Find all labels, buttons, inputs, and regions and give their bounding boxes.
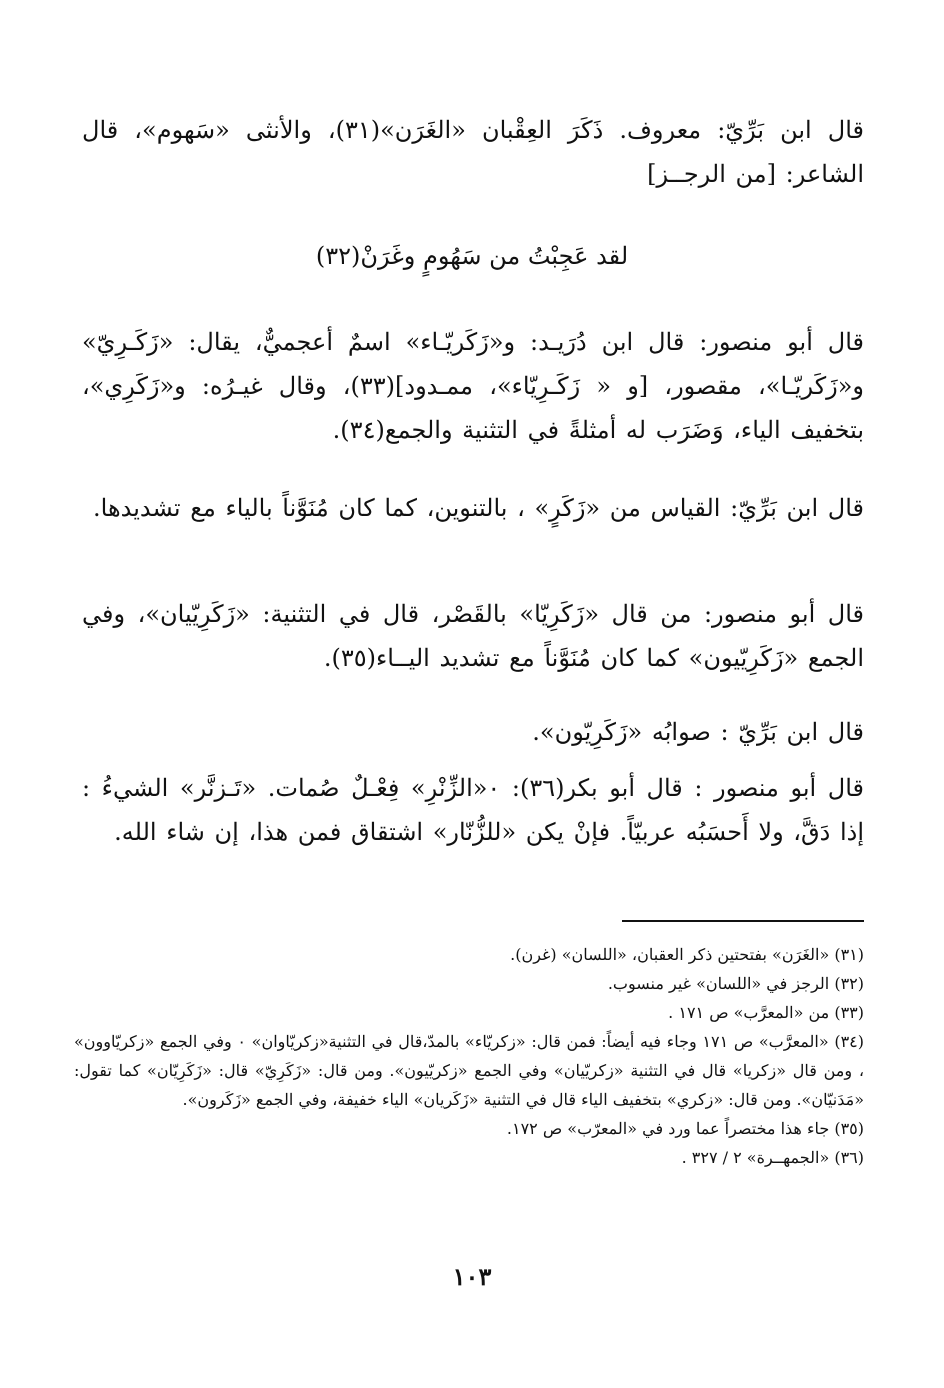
paragraph-4: قال أبو منصور: من قال «زَكَرِيّا» بالقَصْر، قال في التثنية: «زَكَرِيّيان»، وفي الجمع «زَكَرِيّيون» كما كان مُنَوَّناً مع تشديد اليــاء(٣٥). bbox=[82, 600, 864, 672]
paragraph-3: قال ابن بَرِّيّ: القياس من «زَكَرٍ» ، بالتنوين، كما كان مُنَوَّناً بالياء مع تشديدها. bbox=[93, 494, 864, 522]
footnote-33: (٣٣) من «المعرَّب» ص ١٧١ . bbox=[668, 1003, 864, 1022]
footnotes bbox=[74, 940, 864, 1172]
footnote-34: (٣٤) «المعرَّب» ص ١٧١ وجاء فيه أيضاً: فمن قال: «زكريّاء» بالمدّ،قال في التثنية«زكريّاوان» ٠ وفي الجمع «زكريّاوون» ، ومن قال «زكريا» قال في التثنية «زكريّيان» وفي الجمع «زكريّيون». ومن قال: «زَكَرِيّ» قال: «زَكَرِيّان» كما تقول: «مَدَنيّان». ومن قال: «زكري» بتخفيف الياء قال في التثنية «زَكَريان» الياء خفيفة، وفي الجمع «زَكَرون». bbox=[74, 1032, 864, 1109]
paragraph-2: قال أبو منصور: قال ابن دُرَيـد: و«زَكَريّـاء» اسمٌ أعجميٌّ، يقال: «زَكَـرِيّ» و«زَكَريّـا»، مقصور، [و « زَكَـرِيّاء»، ممـدود](٣٣)، وقال غيـرُه: و«زَكَرِي»، بتخفيف الياء، وَضَرَب له أمثلةً في التثنية والجمع(٣٤). bbox=[82, 328, 865, 444]
page-number: ١٠٣ bbox=[452, 1262, 492, 1291]
footnote-32: (٣٢) الرجز في «اللسان» غير منسوب. bbox=[607, 974, 864, 993]
footnote-divider bbox=[622, 920, 864, 922]
paragraph-6: قال أبو منصور : قال أبو بكر(٣٦): ٠«الزِّنْرِ» فِعْـلٌ صُمات. «تَـزنَّر» الشيءُ : إذا دَقَّ، ولا أَحسَبُه عربيّاً. فإنْ يكن «للزُّنّار» اشتقاق فمن هذا، إن شاء الله. bbox=[82, 774, 865, 846]
footnote-35: (٣٥) جاء هذا مختصراً عما ورد في «المعرّب» ص ١٧٢. bbox=[506, 1119, 864, 1138]
paragraph-1: قال ابن بَرِّيّ: معروف. ذَكَرَ العِقْبان «الغَرَن»(٣١)، والأنثى «سَهوم»، قال الشاعر: [من الرجــز] bbox=[82, 116, 864, 188]
footnote-31: (٣١) «الغَرَن» بفتحتين ذكر العقبان، «اللسان» (غرن). bbox=[510, 945, 864, 964]
verse-line: لقد عَجِبْتُ من سَهُومٍ وغَرَنْ(٣٢) bbox=[315, 242, 629, 270]
paragraph-5: قال ابن بَرِّيّ : صوابُه «زَكَرِيّون». bbox=[532, 718, 864, 746]
footnote-36: (٣٦) «الجمهــرة» ٢ / ٣٢٧ . bbox=[681, 1148, 864, 1167]
